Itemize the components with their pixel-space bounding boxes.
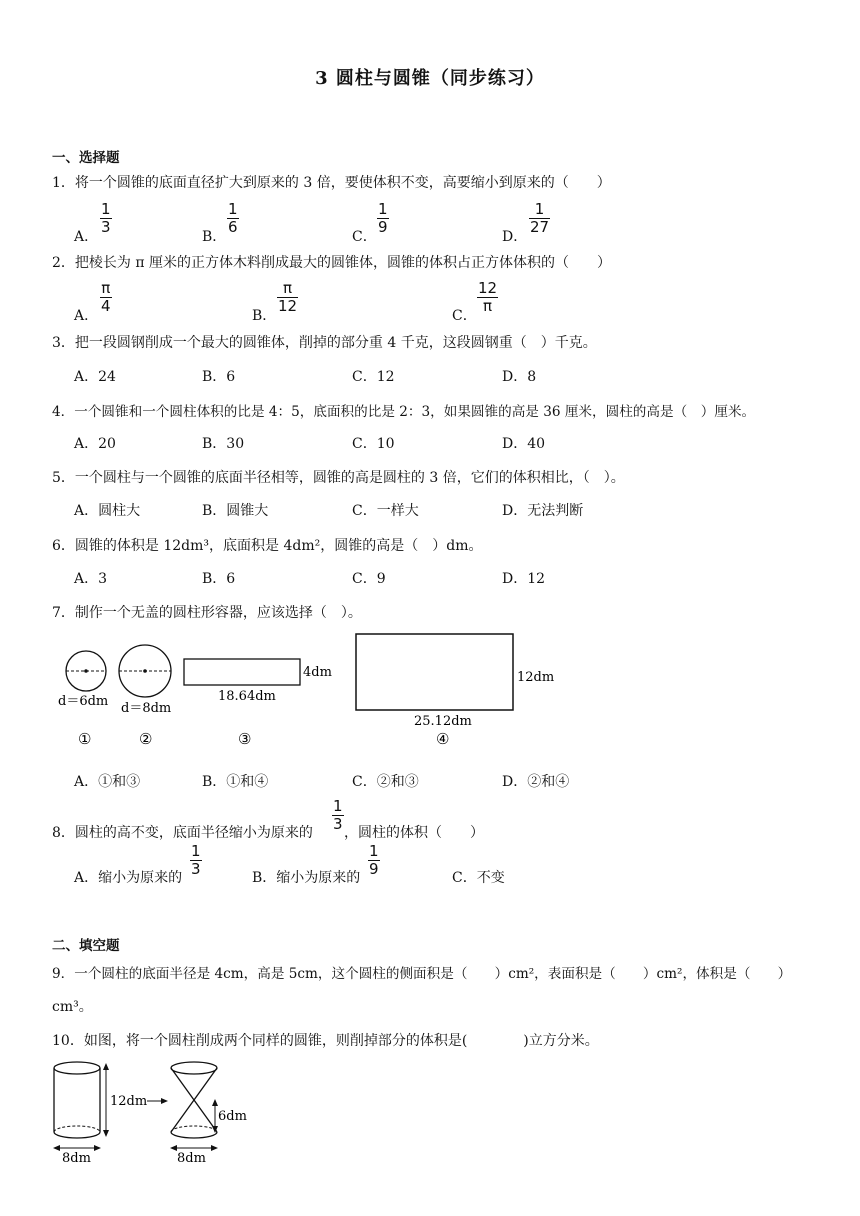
q2-option-a-label: A． <box>74 308 99 324</box>
q7-option-b: B．①和④ <box>202 774 269 790</box>
q6-option-d: D．12 <box>502 571 546 587</box>
q2-option-b-fraction: $\frac{\pi}{12}$ <box>278 279 298 315</box>
circle-1-center <box>84 669 88 673</box>
cone-width-label: 8dm <box>177 1151 206 1166</box>
q5-option-d: D．无法判断 <box>502 503 584 519</box>
question-5-text: 5．一个圆柱与一个圆锥的底面半径相等，圆锥的高是圆柱的 3 倍，它们的体积相比，（ ）。 <box>52 470 625 486</box>
q1-option-a-fraction: $\frac{1}{3}$ <box>101 200 111 236</box>
q4-option-a: A．20 <box>74 436 116 452</box>
small-rectangle-height: 4dm <box>303 665 332 680</box>
question-10-text: 10．如图，将一个圆柱削成两个同样的圆锥，则削掉部分的体积是( )立方分米。 <box>52 1033 599 1049</box>
q1-option-c-fraction: $\frac{1}{9}$ <box>378 200 388 236</box>
question-4-text: 4．一个圆锥和一个圆柱体积的比是 4：5，底面积的比是 2：3，如果圆锥的高是 36 厘米，圆柱的高是（ ）厘米。 <box>52 404 756 420</box>
cone-top-ellipse <box>171 1062 217 1074</box>
cone-height-label: 6dm <box>218 1109 247 1124</box>
figure-mark-1: ① <box>78 730 92 748</box>
circle-2-label: d＝8dm <box>121 701 172 716</box>
figure-mark-4: ④ <box>436 730 450 748</box>
big-rectangle-width: 25.12dm <box>414 714 472 729</box>
q4-option-d: D．40 <box>502 436 546 452</box>
circle-1-label: d＝6dm <box>58 694 109 709</box>
q1-option-b-label: B． <box>202 229 227 245</box>
q6-option-a: A．3 <box>74 571 108 587</box>
q8-option-a-label: A．缩小为原来的 <box>74 870 183 886</box>
small-rectangle-width: 18.64dm <box>218 689 276 704</box>
q7-option-a: A．①和③ <box>74 774 141 790</box>
q2-option-a-fraction: $\frac{\pi}{4}$ <box>101 279 111 315</box>
q5-option-a: A．圆柱大 <box>74 503 141 519</box>
q4-option-c: C．10 <box>352 436 395 452</box>
q2-option-b-label: B． <box>252 308 277 324</box>
cylinder-width-label: 8dm <box>62 1151 91 1166</box>
section-heading-choice: 一、选择题 <box>52 150 120 166</box>
small-rectangle <box>184 659 300 685</box>
q1-option-b-fraction: $\frac{1}{6}$ <box>228 200 238 236</box>
page-title: 3 圆柱与圆锥（同步练习） <box>315 68 545 89</box>
big-rectangle-height: 12dm <box>517 670 555 685</box>
q3-option-a: A．24 <box>74 369 116 385</box>
q1-option-c-label: C． <box>352 229 377 245</box>
q3-option-c: C．12 <box>352 369 395 385</box>
q8-fraction: $\frac{1}{3}$ <box>333 797 343 833</box>
q7-figure <box>50 628 610 753</box>
question-6-text: 6．圆锥的体积是 12dm³，底面积是 4dm²，圆锥的高是（ ）dm。 <box>52 538 483 554</box>
q3-option-b: B．6 <box>202 369 236 385</box>
transform-arrowhead <box>161 1098 168 1104</box>
q1-option-d-fraction: $\frac{1}{27}$ <box>530 200 550 236</box>
question-3-text: 3．把一段圆钢削成一个最大的圆锥体，削掉的部分重 4 千克，这段圆钢重（ ）千克。 <box>52 335 597 351</box>
question-9-line-2: cm³。 <box>52 999 93 1015</box>
q7-option-c: C．②和③ <box>352 774 419 790</box>
q6-option-b: B．6 <box>202 571 236 587</box>
section-heading-fill: 二、填空题 <box>52 938 120 954</box>
big-rectangle <box>356 634 513 710</box>
question-8-text-before: 8．圆柱的高不变，底面半径缩小为原来的 <box>52 825 313 841</box>
cylinder-top-ellipse <box>54 1062 100 1074</box>
question-8-text-after: ，圆柱的体积（ ） <box>344 825 484 841</box>
circle-2-center <box>143 669 147 673</box>
q4-option-b: B．30 <box>202 436 245 452</box>
question-2-text: 2．把棱长为 π 厘米的正方体木料削成最大的圆锥体，圆锥的体积占正方体体积的（ ） <box>52 255 612 271</box>
question-1-text: 1．将一个圆锥的底面直径扩大到原来的 3 倍，要使体积不变，高要缩小到原来的（ ） <box>52 175 611 191</box>
q10-figure <box>48 1056 268 1166</box>
q2-option-c-fraction: $\frac{12}{\pi}$ <box>478 279 498 315</box>
cone-bottom-back <box>171 1126 217 1132</box>
q7-option-d: D．②和④ <box>502 774 570 790</box>
q5-option-b: B．圆锥大 <box>202 503 269 519</box>
q6-option-c: C．9 <box>352 571 386 587</box>
q8-option-c: C．不变 <box>452 870 505 886</box>
figure-mark-2: ② <box>139 730 153 748</box>
question-7-text: 7．制作一个无盖的圆柱形容器，应该选择（ ）。 <box>52 605 362 621</box>
q1-option-d-label: D． <box>502 229 528 245</box>
figure-mark-3: ③ <box>238 730 252 748</box>
q2-option-c-label: C． <box>452 308 477 324</box>
cylinder-height-label: 12dm <box>110 1094 148 1109</box>
cylinder-bottom-front <box>54 1132 100 1138</box>
q3-option-d: D．8 <box>502 369 537 385</box>
q8-option-a-fraction: $\frac{1}{3}$ <box>191 842 201 878</box>
q1-option-a-label: A． <box>74 229 99 245</box>
question-9-line-1: 9．一个圆柱的底面半径是 4cm，高是 5cm，这个圆柱的侧面积是（ ）cm²，表面积是（ ）cm²，体积是（ ） <box>52 966 792 982</box>
q8-option-b-label: B．缩小为原来的 <box>252 870 361 886</box>
q8-option-b-fraction: $\frac{1}{9}$ <box>369 842 379 878</box>
q5-option-c: C．一样大 <box>352 503 419 519</box>
cone-bottom-front <box>171 1132 217 1138</box>
cylinder-bottom-back <box>54 1126 100 1132</box>
